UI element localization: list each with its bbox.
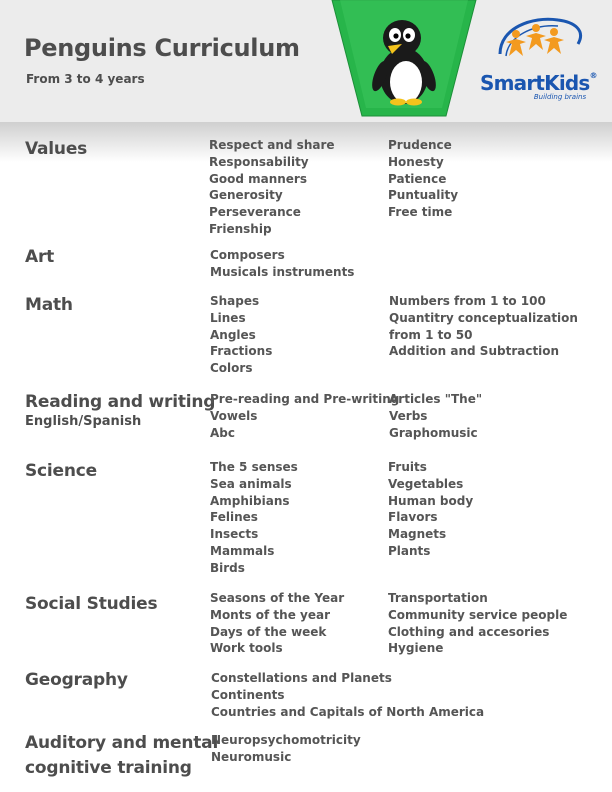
list-item: Plants bbox=[388, 543, 431, 558]
logo-name: SmartKids bbox=[480, 71, 590, 95]
list-item: Work tools bbox=[210, 641, 283, 656]
list-item: from 1 to 50 bbox=[389, 327, 473, 342]
section-title-geography: Geography bbox=[25, 670, 128, 690]
list-item: Amphibians bbox=[210, 493, 290, 508]
list-item: Fruits bbox=[388, 460, 427, 474]
list-item: Abc bbox=[210, 425, 235, 440]
list-item: Shapes bbox=[210, 294, 260, 308]
list-item: Prudence bbox=[388, 138, 452, 152]
list-item: Good manners bbox=[209, 171, 307, 186]
list-item: Clothing and accesories bbox=[388, 624, 550, 639]
page-title: Penguins Curriculum bbox=[24, 34, 300, 62]
list-item: Monts of the year bbox=[210, 607, 330, 622]
list-item: Responsability bbox=[209, 154, 309, 169]
values-list-2 bbox=[388, 137, 458, 221]
science-list-1 bbox=[210, 459, 298, 577]
science-list-2 bbox=[388, 459, 473, 560]
list-item: Countries and Capitals of North America bbox=[211, 704, 485, 719]
auditory-list-1 bbox=[211, 732, 361, 766]
geography-list-1 bbox=[211, 670, 484, 720]
list-item: Musicals instruments bbox=[210, 264, 355, 279]
list-item: Sea animals bbox=[210, 476, 292, 491]
penguin-badge bbox=[330, 0, 478, 120]
list-item: Colors bbox=[210, 361, 253, 376]
section-title-science: Science bbox=[25, 461, 97, 481]
list-item: Seasons of the Year bbox=[210, 591, 345, 605]
list-item: Felines bbox=[210, 510, 258, 525]
section-title-reading: Reading and writing bbox=[25, 392, 216, 412]
social-list-2 bbox=[388, 590, 567, 657]
list-item: Transportation bbox=[388, 591, 488, 605]
list-item: Lines bbox=[210, 310, 246, 325]
list-item: Magnets bbox=[388, 527, 447, 542]
list-item: Generosity bbox=[209, 188, 283, 203]
list-item: Birds bbox=[210, 560, 245, 575]
list-item: Fractions bbox=[210, 344, 273, 359]
list-item: Continents bbox=[211, 687, 285, 702]
section-title-social-studies: Social Studies bbox=[25, 594, 158, 614]
list-item: Human body bbox=[388, 493, 474, 508]
list-item: Patience bbox=[388, 171, 447, 186]
list-item: Community service people bbox=[388, 607, 568, 622]
list-item: Perseverance bbox=[209, 205, 301, 220]
list-item: Mammals bbox=[210, 543, 275, 558]
values-list-1 bbox=[209, 137, 335, 238]
social-list-1 bbox=[210, 590, 344, 657]
list-item: Flavors bbox=[388, 510, 438, 525]
section-title-art: Art bbox=[25, 247, 55, 267]
list-item: Frienship bbox=[209, 221, 272, 236]
list-item: Vowels bbox=[210, 408, 258, 423]
section-title-values: Values bbox=[25, 139, 88, 159]
section-title-auditory-line2: cognitive training bbox=[25, 758, 192, 778]
list-item: Days of the week bbox=[210, 624, 327, 639]
list-item: Addition and Subtraction bbox=[389, 344, 560, 359]
page-subtitle: From 3 to 4 years bbox=[26, 72, 145, 86]
list-item: Neuromusic bbox=[211, 749, 292, 764]
section-title-math: Math bbox=[25, 295, 73, 315]
list-item: Respect and share bbox=[209, 138, 335, 152]
list-item: Quantitry conceptualization bbox=[389, 310, 578, 325]
list-item: Honesty bbox=[388, 154, 444, 169]
reading-list-1 bbox=[210, 391, 399, 441]
logo-registered-mark: ® bbox=[589, 71, 597, 80]
list-item: Vegetables bbox=[388, 476, 464, 491]
list-item: Angles bbox=[210, 327, 256, 342]
list-item: Hygiene bbox=[388, 641, 444, 656]
math-list-2 bbox=[389, 293, 578, 360]
art-list-1 bbox=[210, 247, 354, 281]
list-item: Graphomusic bbox=[389, 425, 478, 440]
list-item: Verbs bbox=[389, 408, 428, 423]
list-item: Pre-reading and Pre-writing bbox=[210, 392, 400, 406]
list-item: Puntuality bbox=[388, 188, 459, 203]
list-item: Constellations and Planets bbox=[211, 671, 392, 685]
list-item: Neuropsychomotricity bbox=[211, 733, 361, 747]
section-subtitle-reading: English/Spanish bbox=[25, 414, 142, 429]
reading-list-2 bbox=[389, 391, 482, 441]
list-item: The 5 senses bbox=[210, 460, 298, 474]
list-item: Insects bbox=[210, 527, 259, 542]
list-item: Numbers from 1 to 100 bbox=[389, 294, 546, 308]
list-item: Composers bbox=[210, 248, 285, 262]
section-title-auditory-line1: Auditory and mental bbox=[25, 733, 219, 753]
list-item: Free time bbox=[388, 205, 453, 220]
math-list-1 bbox=[210, 293, 272, 377]
logo-wordmark bbox=[480, 71, 597, 95]
logo-tagline: Building brains bbox=[533, 93, 587, 101]
list-item: Articles "The" bbox=[389, 392, 483, 406]
